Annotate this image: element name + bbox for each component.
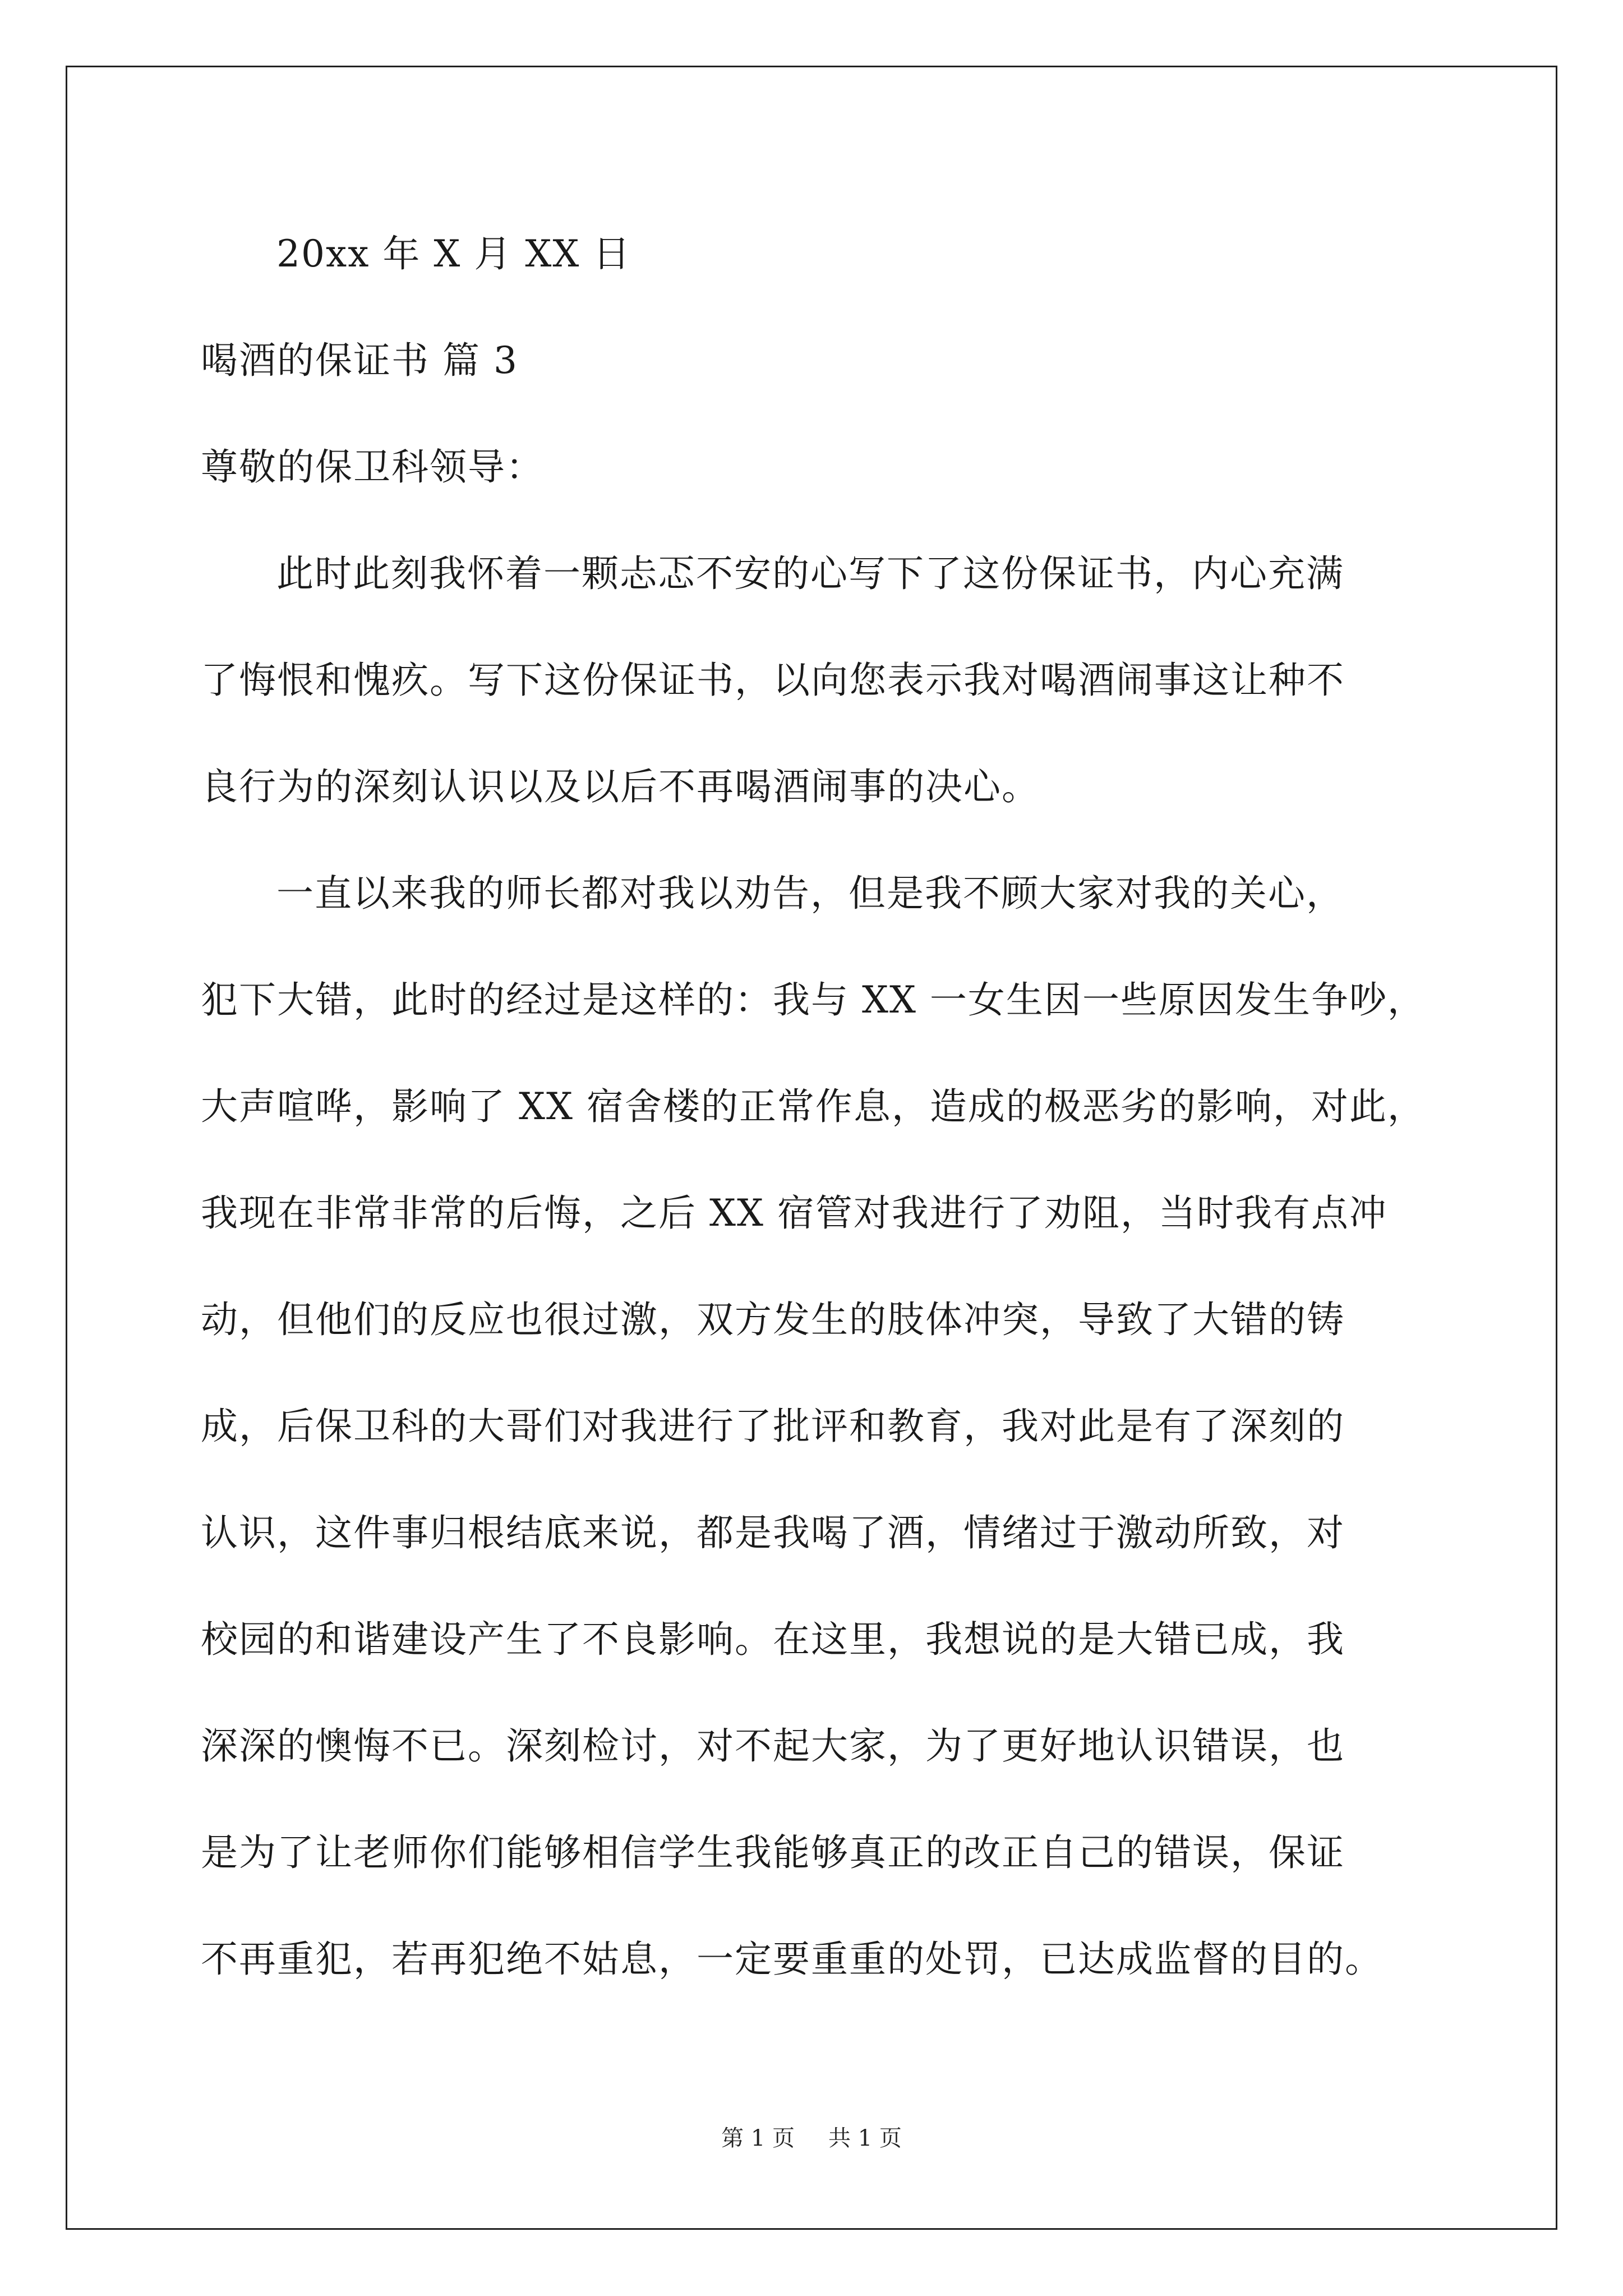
- body-line: 此时此刻我怀着一颗忐忑不安的心写下了这份保证书，内心充满: [276, 552, 1344, 595]
- page-footer: [0, 2124, 1623, 2152]
- body-line: 犯下大错，此时的经过是这样的：我与 XX 一女生因一些原因发生争吵，: [201, 978, 1426, 1022]
- body-line: 大声喧哗，影响了 XX 宿舍楼的正常作息，造成的极恶劣的影响，对此，: [201, 1085, 1426, 1128]
- body-line: 不再重犯，若再犯绝不姑息，一定要重重的处罚，已达成监督的目的。: [201, 1938, 1383, 1981]
- body-line: 是为了让老师你们能够相信学生我能够真正的改正自己的错误，保证: [201, 1831, 1345, 1874]
- date-line: 20xx 年 X 月 XX 日: [276, 232, 631, 275]
- salutation: 尊敬的保卫科领导：: [201, 445, 544, 489]
- page-number-current: 第 1 页: [721, 2125, 795, 2151]
- body-line: 一直以来我的师长都对我以劝告，但是我不顾大家对我的关心，: [276, 872, 1344, 915]
- page-number-total: 共 1 页: [828, 2125, 902, 2151]
- body-line: 认识，这件事归根结底来说，都是我喝了酒，情绪过于激动所致，对: [201, 1511, 1345, 1554]
- body-line: 了悔恨和愧疚。写下这份保证书，以向您表示我对喝酒闹事这让种不: [201, 659, 1345, 702]
- body-line: 动，但他们的反应也很过激，双方发生的肢体冲突，导致了大错的铸: [201, 1298, 1345, 1341]
- body-line: 深深的懊悔不已。深刻检讨，对不起大家，为了更好地认识错误，也: [201, 1724, 1345, 1768]
- body-line: 成，后保卫科的大哥们对我进行了批评和教育，我对此是有了深刻的: [201, 1405, 1345, 1448]
- body-line: 校园的和谐建设产生了不良影响。在这里，我想说的是大错已成，我: [201, 1618, 1345, 1661]
- page-border: [66, 66, 1557, 2230]
- body-line: 我现在非常非常的后悔，之后 XX 宿管对我进行了劝阻，当时我有点冲: [201, 1191, 1387, 1235]
- body-line: 良行为的深刻认识以及以后不再喝酒闹事的决心。: [201, 765, 1040, 808]
- document-title: 喝酒的保证书 篇 3: [201, 339, 518, 382]
